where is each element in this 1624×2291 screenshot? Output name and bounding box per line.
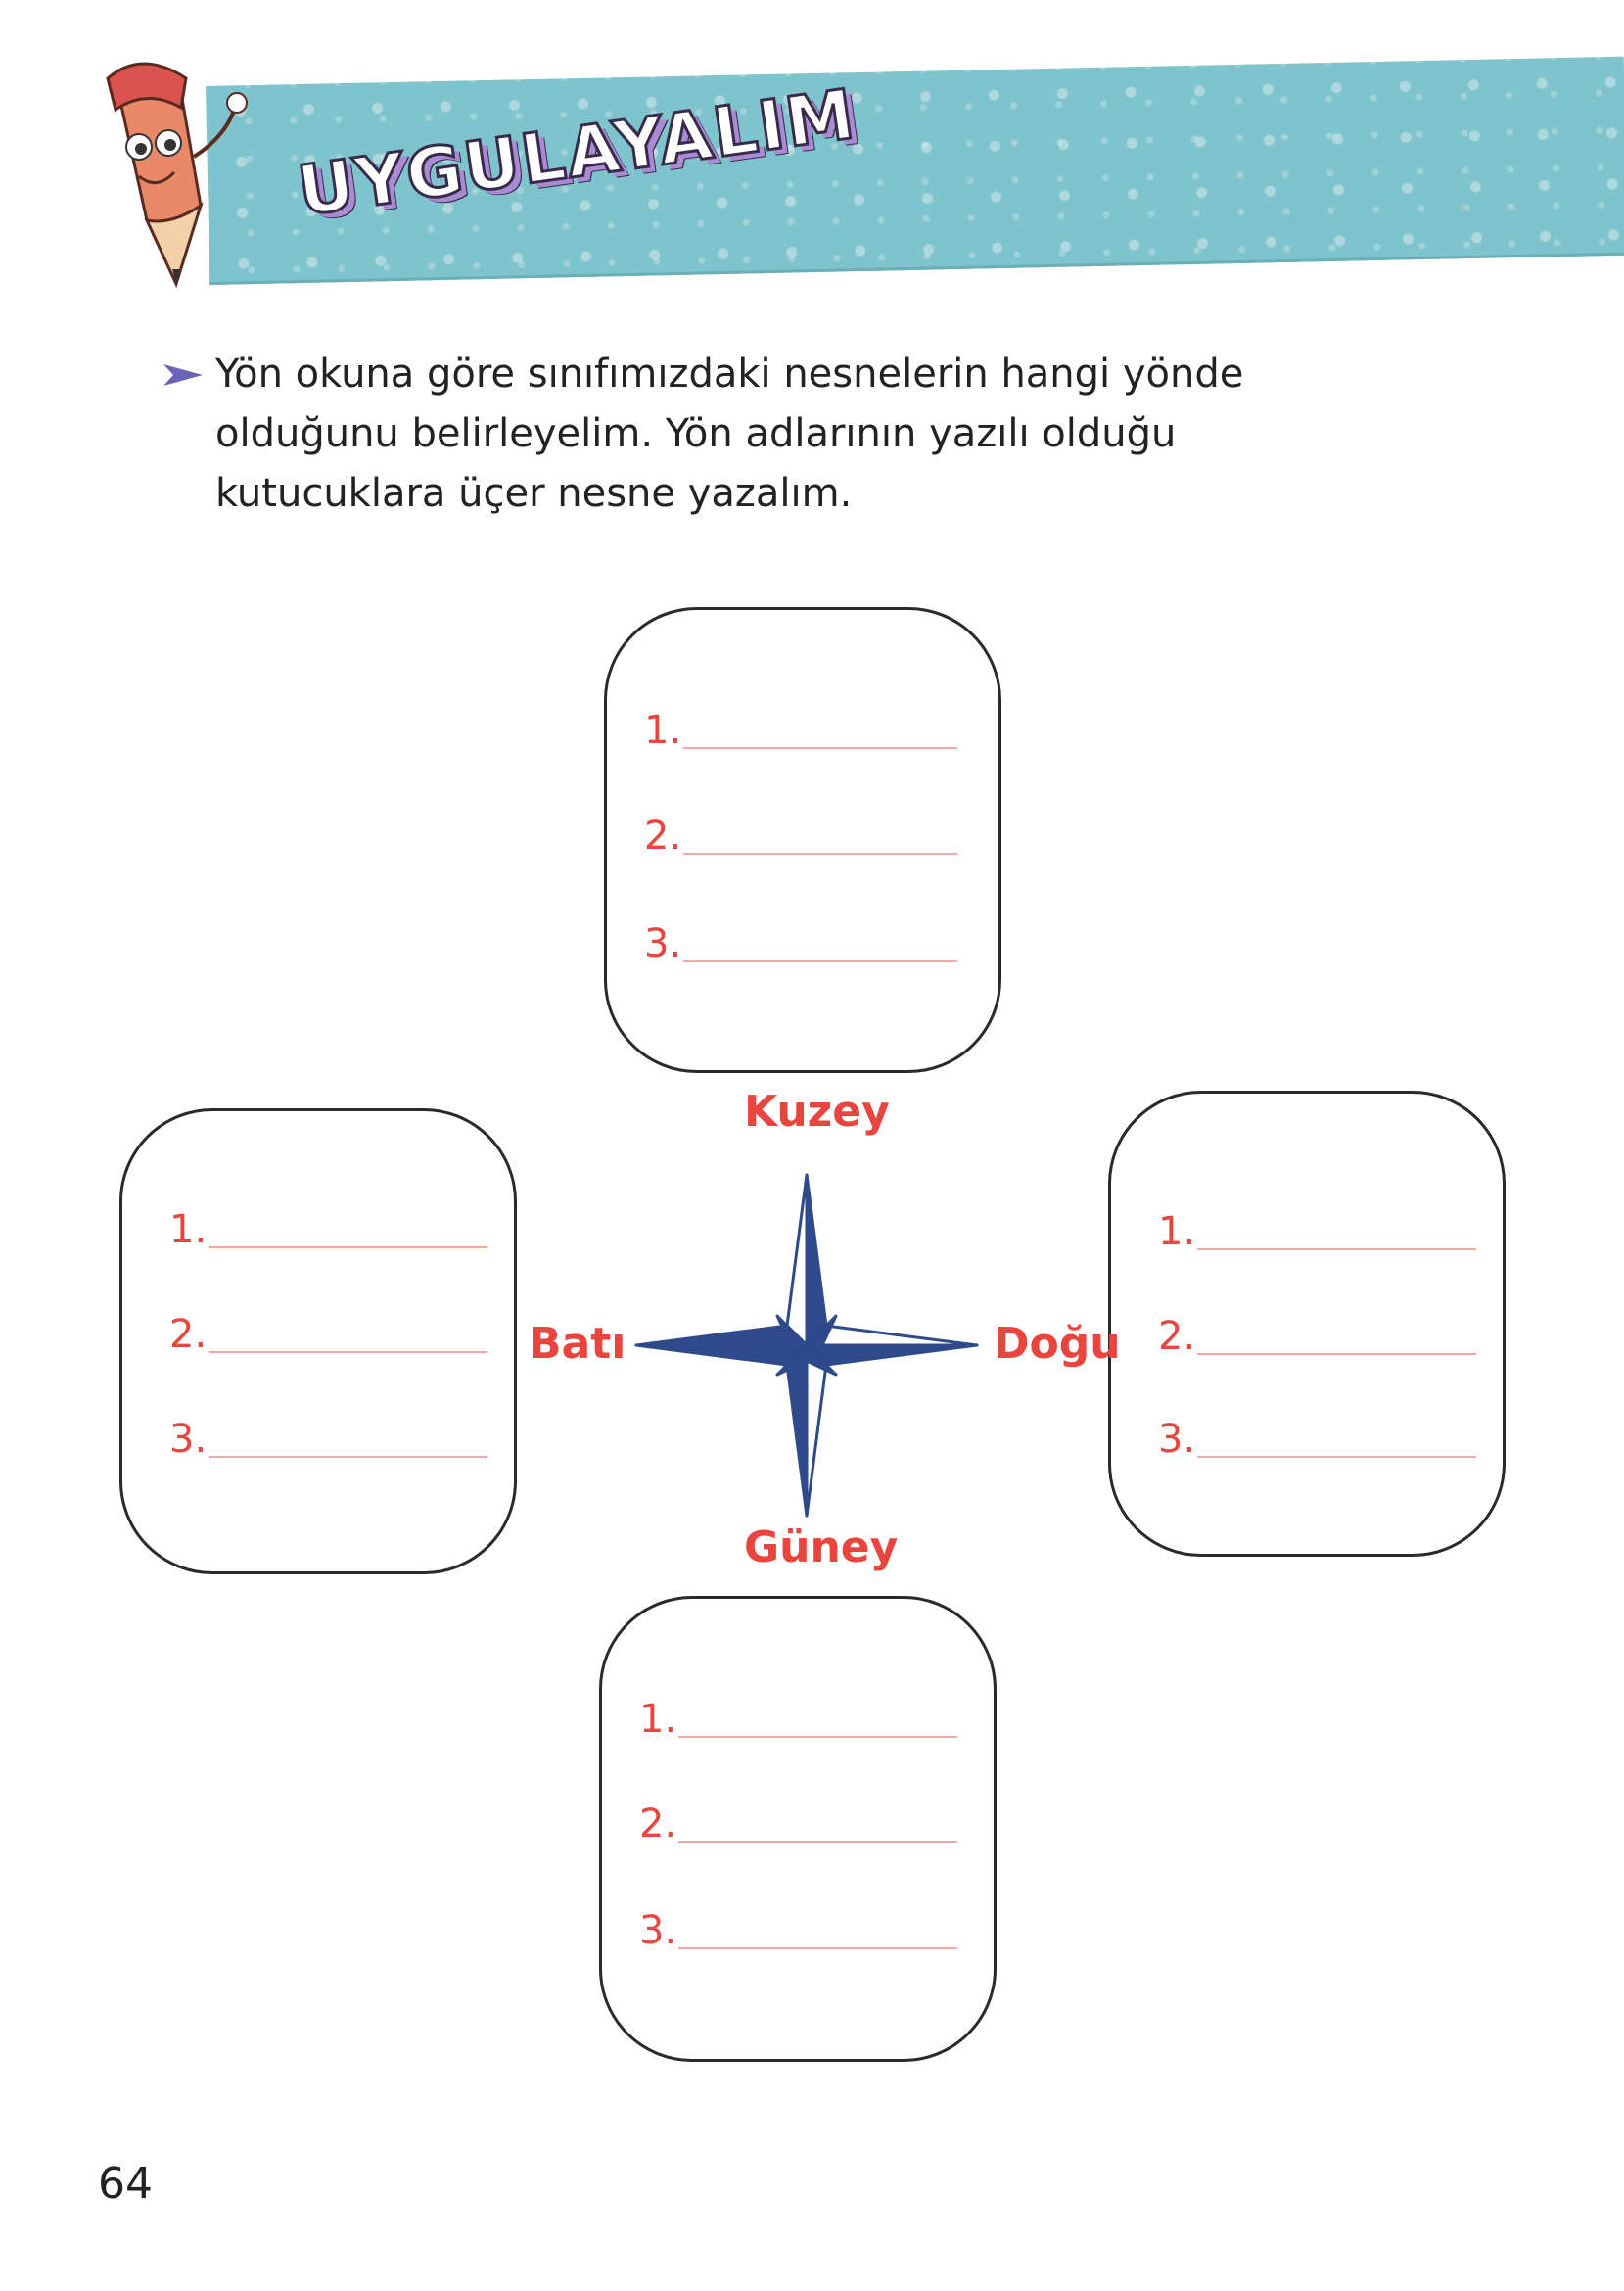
writing-line bbox=[1197, 1248, 1476, 1250]
line-number: 2. bbox=[644, 814, 682, 859]
west-label: Batı bbox=[529, 1319, 626, 1369]
line-number: 2. bbox=[639, 1801, 677, 1847]
writing-line bbox=[683, 960, 957, 962]
answer-line-2[interactable] bbox=[644, 814, 967, 863]
answer-line-1[interactable] bbox=[644, 708, 967, 757]
writing-line bbox=[683, 853, 957, 855]
writing-line bbox=[209, 1456, 487, 1458]
answer-line-3[interactable] bbox=[169, 1417, 492, 1466]
writing-line bbox=[683, 747, 957, 749]
line-number: 3. bbox=[1158, 1417, 1196, 1462]
line-number: 3. bbox=[169, 1417, 208, 1462]
writing-line bbox=[1197, 1353, 1476, 1355]
answer-line-2[interactable] bbox=[1158, 1314, 1481, 1363]
writing-line bbox=[678, 1736, 957, 1738]
page-title: UYGULAYALIM bbox=[293, 73, 861, 232]
south-label: Güney bbox=[744, 1522, 899, 1572]
answer-line-1[interactable] bbox=[169, 1207, 492, 1256]
line-number: 1. bbox=[644, 708, 682, 753]
line-number: 1. bbox=[639, 1697, 677, 1742]
writing-line bbox=[1197, 1456, 1476, 1458]
answer-line-1[interactable] bbox=[1158, 1209, 1481, 1258]
answer-line-3[interactable] bbox=[644, 921, 967, 970]
writing-line bbox=[678, 1947, 957, 1949]
west-answer-box[interactable] bbox=[119, 1108, 517, 1574]
writing-line bbox=[678, 1841, 957, 1843]
writing-line bbox=[209, 1246, 487, 1248]
line-number: 3. bbox=[644, 921, 682, 966]
pencil-mascot-icon bbox=[78, 49, 264, 304]
answer-line-1[interactable] bbox=[639, 1697, 962, 1746]
line-number: 1. bbox=[169, 1207, 208, 1252]
arrow-bullet-icon bbox=[162, 362, 205, 388]
north-answer-box[interactable] bbox=[604, 607, 1001, 1073]
compass-rose-icon bbox=[634, 1173, 979, 1518]
answer-line-2[interactable] bbox=[169, 1312, 492, 1361]
line-number: 2. bbox=[1158, 1314, 1196, 1359]
line-number: 2. bbox=[169, 1312, 208, 1357]
answer-line-2[interactable] bbox=[639, 1801, 962, 1850]
east-label: Doğu bbox=[994, 1319, 1121, 1369]
line-number: 1. bbox=[1158, 1209, 1196, 1254]
writing-line bbox=[209, 1351, 487, 1353]
instruction-text: Yön okuna göre sınıfımızdaki nesnelerin hangi yönde olduğunu belirleyelim. Yön adlarının yazılı olduğu kutucuklara üçer nesne yazalım. bbox=[215, 351, 1244, 516]
east-answer-box[interactable] bbox=[1108, 1091, 1506, 1557]
north-label: Kuzey bbox=[744, 1087, 890, 1137]
line-number: 3. bbox=[639, 1908, 677, 1953]
answer-line-3[interactable] bbox=[639, 1908, 962, 1957]
page-number: 64 bbox=[98, 2159, 153, 2209]
answer-line-3[interactable] bbox=[1158, 1417, 1481, 1466]
south-answer-box[interactable] bbox=[599, 1596, 997, 2062]
